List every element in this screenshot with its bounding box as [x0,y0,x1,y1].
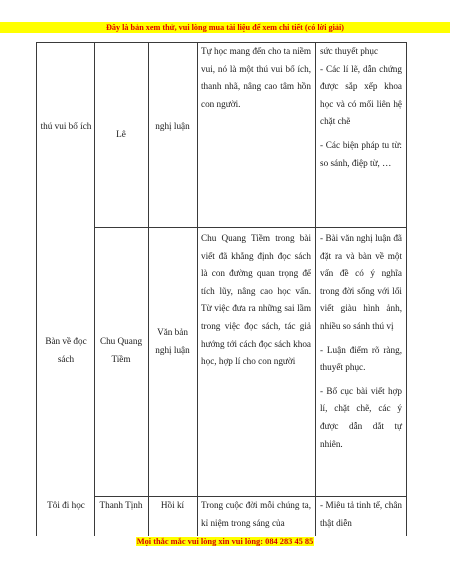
author-text: Thanh Tịnh [99,500,143,510]
cell-art [320,43,402,172]
art-point: - Bài văn nghị luận đã đặt ra và bàn về một vấn đề có ý nghĩa trong đời sống với lối viết giàu hình ảnh, nhiều so sánh thú vị [320,233,402,331]
row-divider [94,227,407,228]
art-point: - Các lí lẽ, dẫn chứng được sắp xếp khoa học và có mối liên hệ chặt chẽ [320,63,402,127]
cell-author [96,333,146,368]
cell-genre [150,497,195,515]
genre-text: Văn bản nghị luận [155,327,190,355]
content-text: Trong cuộc đời mỗi chúng ta, kỉ niệm trong sáng của [201,500,311,528]
column-divider [315,42,316,536]
cell-title [38,497,94,515]
content-text: Chu Quang Tiềm trong bài viết đã khẳng định đọc sách là con đường quan trọng để tích lũy, nâng cao học vấn. Từ việc đưa ra những sai lầm trong việc đọc sách, tác giả hướng tới cách đọc sách khoa học, hợp lí cho con người [201,233,311,367]
cell-genre [150,118,195,136]
content-text: Tự học mang đến cho ta niềm vui, nó là một thú vui bổ ích, thanh nhã, nâng cao tâm hồn con người. [201,46,311,109]
cell-title [38,333,94,368]
author-text: Chu Quang Tiềm [99,336,143,364]
art-point: - Miêu tả tinh tế, chân thật diễn [320,500,402,528]
contact-text: Mọi thắc mắc vui lòng xin vui lòng: 084 283 45 85 [136,537,314,546]
cell-author [96,126,146,144]
genre-text: nghị luận [155,121,190,131]
table-border-right [406,42,407,536]
cell-content [201,43,311,113]
contact-banner [0,536,450,547]
cell-content [201,497,311,532]
cell-author [96,497,146,515]
art-point: - Luận điểm rõ ràng, thuyết phục. [320,344,402,373]
column-divider [94,42,95,536]
title-text: thú vui bổ ích [40,121,92,131]
genre-text: Hồi kí [160,500,185,510]
cell-content [201,230,311,371]
art-point: sức thuyết phục [320,46,379,56]
author-text: Lê [116,129,126,139]
cell-genre [150,324,195,359]
cell-art [320,497,402,532]
title-text: Tôi đi học [47,500,85,510]
column-divider [197,42,198,536]
title-text: Bàn về đọc sách [45,336,87,364]
table-border-left [36,42,37,536]
art-point: - Bố cục bài viết hợp lí, chặt chẽ, các ý được dẫn dắt tự nhiên. [320,385,402,449]
cell-art [320,230,402,453]
column-divider [148,42,149,536]
cell-title [38,118,94,136]
preview-notice-banner [0,22,450,33]
preview-notice-text: Đây là bản xem thử, vui lòng mua tài liệu để xem chi tiết (có lời giải) [105,23,344,32]
art-point: - Các biện pháp tu từ: so sánh, điệp từ, … [320,139,402,168]
